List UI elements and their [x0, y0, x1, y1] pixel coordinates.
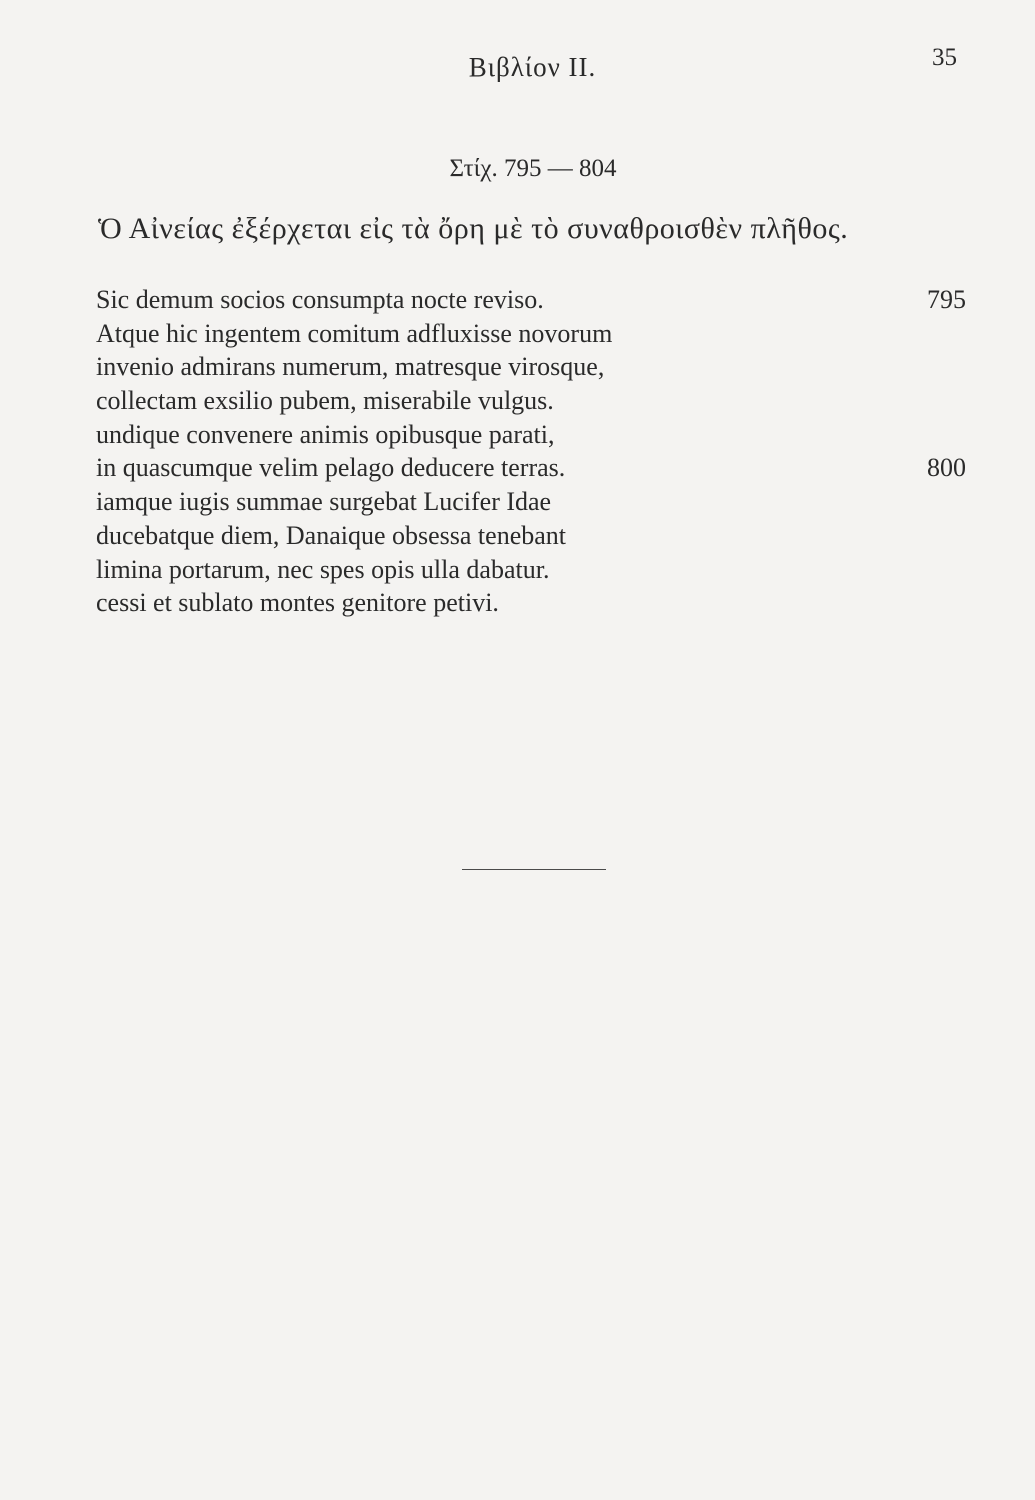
verse-text: invenio admirans numerum, matresque virosque, [96, 352, 605, 382]
verse-line [96, 285, 966, 319]
page-number: 35 [932, 44, 957, 71]
verse-line [96, 453, 966, 487]
verse-line [96, 487, 966, 521]
section-divider [462, 869, 606, 870]
line-number: 800 [927, 453, 966, 483]
verse-range: Στίχ. 795 — 804 [449, 155, 617, 182]
verse-line [96, 588, 966, 622]
verse-text: undique convenere animis opibusque parati, [96, 419, 555, 449]
verse-line [96, 386, 966, 420]
verse-text: Sic demum socios consumpta nocte reviso. [96, 285, 544, 314]
verse-text: limina portarum, nec spes opis ulla dabatur. [96, 554, 550, 584]
verse-text: collectam exsilio pubem, miserabile vulgus. [96, 386, 554, 416]
verse-text: Atque hic ingentem comitum adfluxisse novorum [96, 318, 613, 348]
verse-line [96, 521, 966, 555]
verse-line [96, 555, 966, 589]
verse-line [96, 352, 966, 386]
verse-line [96, 319, 966, 353]
verse-text: iamque iugis summae surgebat Lucifer Idae [96, 487, 552, 517]
line-number: 795 [927, 285, 966, 314]
verse-text: ducebatque diem, Danaique obsessa tenebant [96, 520, 566, 550]
section-title: Ὁ Αἰνείας ἐξέρχεται εἰς τὰ ὄρη μὲ τὸ συναθροισθὲν πλῆθος. [98, 212, 849, 245]
verse-text: cessi et sublato montes genitore petivi. [96, 588, 499, 618]
verse-line [96, 420, 966, 454]
running-head [0, 52, 1035, 83]
verse-block [96, 285, 966, 622]
book-title: Βιβλίον II. [468, 52, 597, 82]
verse-text: in quascumque velim pelago deducere terras. [96, 453, 566, 483]
